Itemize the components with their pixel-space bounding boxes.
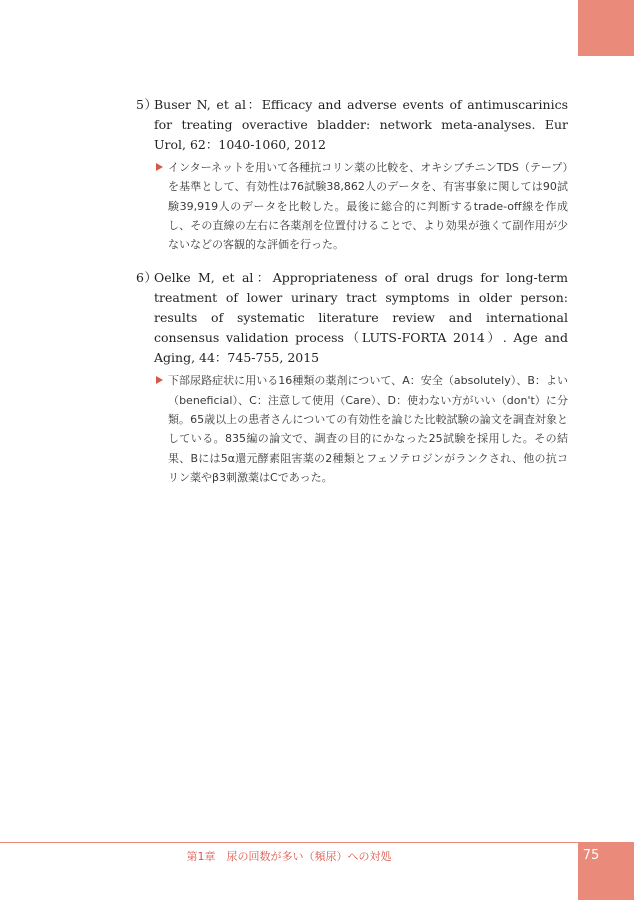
reference-item [136,95,568,254]
reference-note-text: インターネットを用いて各種抗コリン薬の比較を、オキシブチニンTDS（テープ）を基準として、有効性は76試験38,862人のデータを、有害事象に関しては90試験39,919人のデータを比較した。最後に総合的に判断するtrade-off線を作成し、その直線の左右に各薬剤を位置付けることで、より効果が強くて副作用が少ないなどの客観的な評価を行った。 [168,161,568,252]
reference-note [154,371,568,487]
chapter-corner-tab [578,0,634,56]
reference-citation: Buser N, et al：Efficacy and adverse events of antimuscarinics for treating overactive bladder: network meta-analyses. Eur Urol, 62：1040-1060, 2012 [154,97,568,152]
reference-note [154,158,568,254]
reference-citation: Oelke M, et al：Appropriateness of oral drugs for long-term treatment of lower urinary tract symptoms in older person: results of systematic literature review and international consensus validation process（LUTS-FORTA 2014）. Age and Aging, 44：745-755, 2015 [154,270,568,366]
footer-chapter-title: 第1章 尿の回数が多い（頻尿）への対処 [186,850,392,863]
page-number-box [578,842,634,900]
reference-number: 5） [136,97,158,112]
reference-number: 6） [136,270,158,286]
reference-item [136,268,568,487]
reference-note-text: 下部尿路症状に用いる16種類の薬剤について、A：安全（absolutely）、B：よい（beneficial）、C：注意して使用（Care）、D：使わない方がいい（don't）に分類。65歳以上の患者さんについての有効性を論じた比較試験の論文を調査対象としている。835編の論文で、調査の目的にかなった25試験を採用した。その結果、Bには5α還元酵素阻害薬の2種類とフェソテロジンがランクされ、他の抗コリン薬やβ3刺激薬はCであった。 [168,374,568,484]
footer-divider [0,842,578,843]
reference-list [136,95,568,487]
triangle-right-icon [156,376,163,384]
triangle-right-icon [156,163,163,171]
page-number: 75 [582,848,600,863]
